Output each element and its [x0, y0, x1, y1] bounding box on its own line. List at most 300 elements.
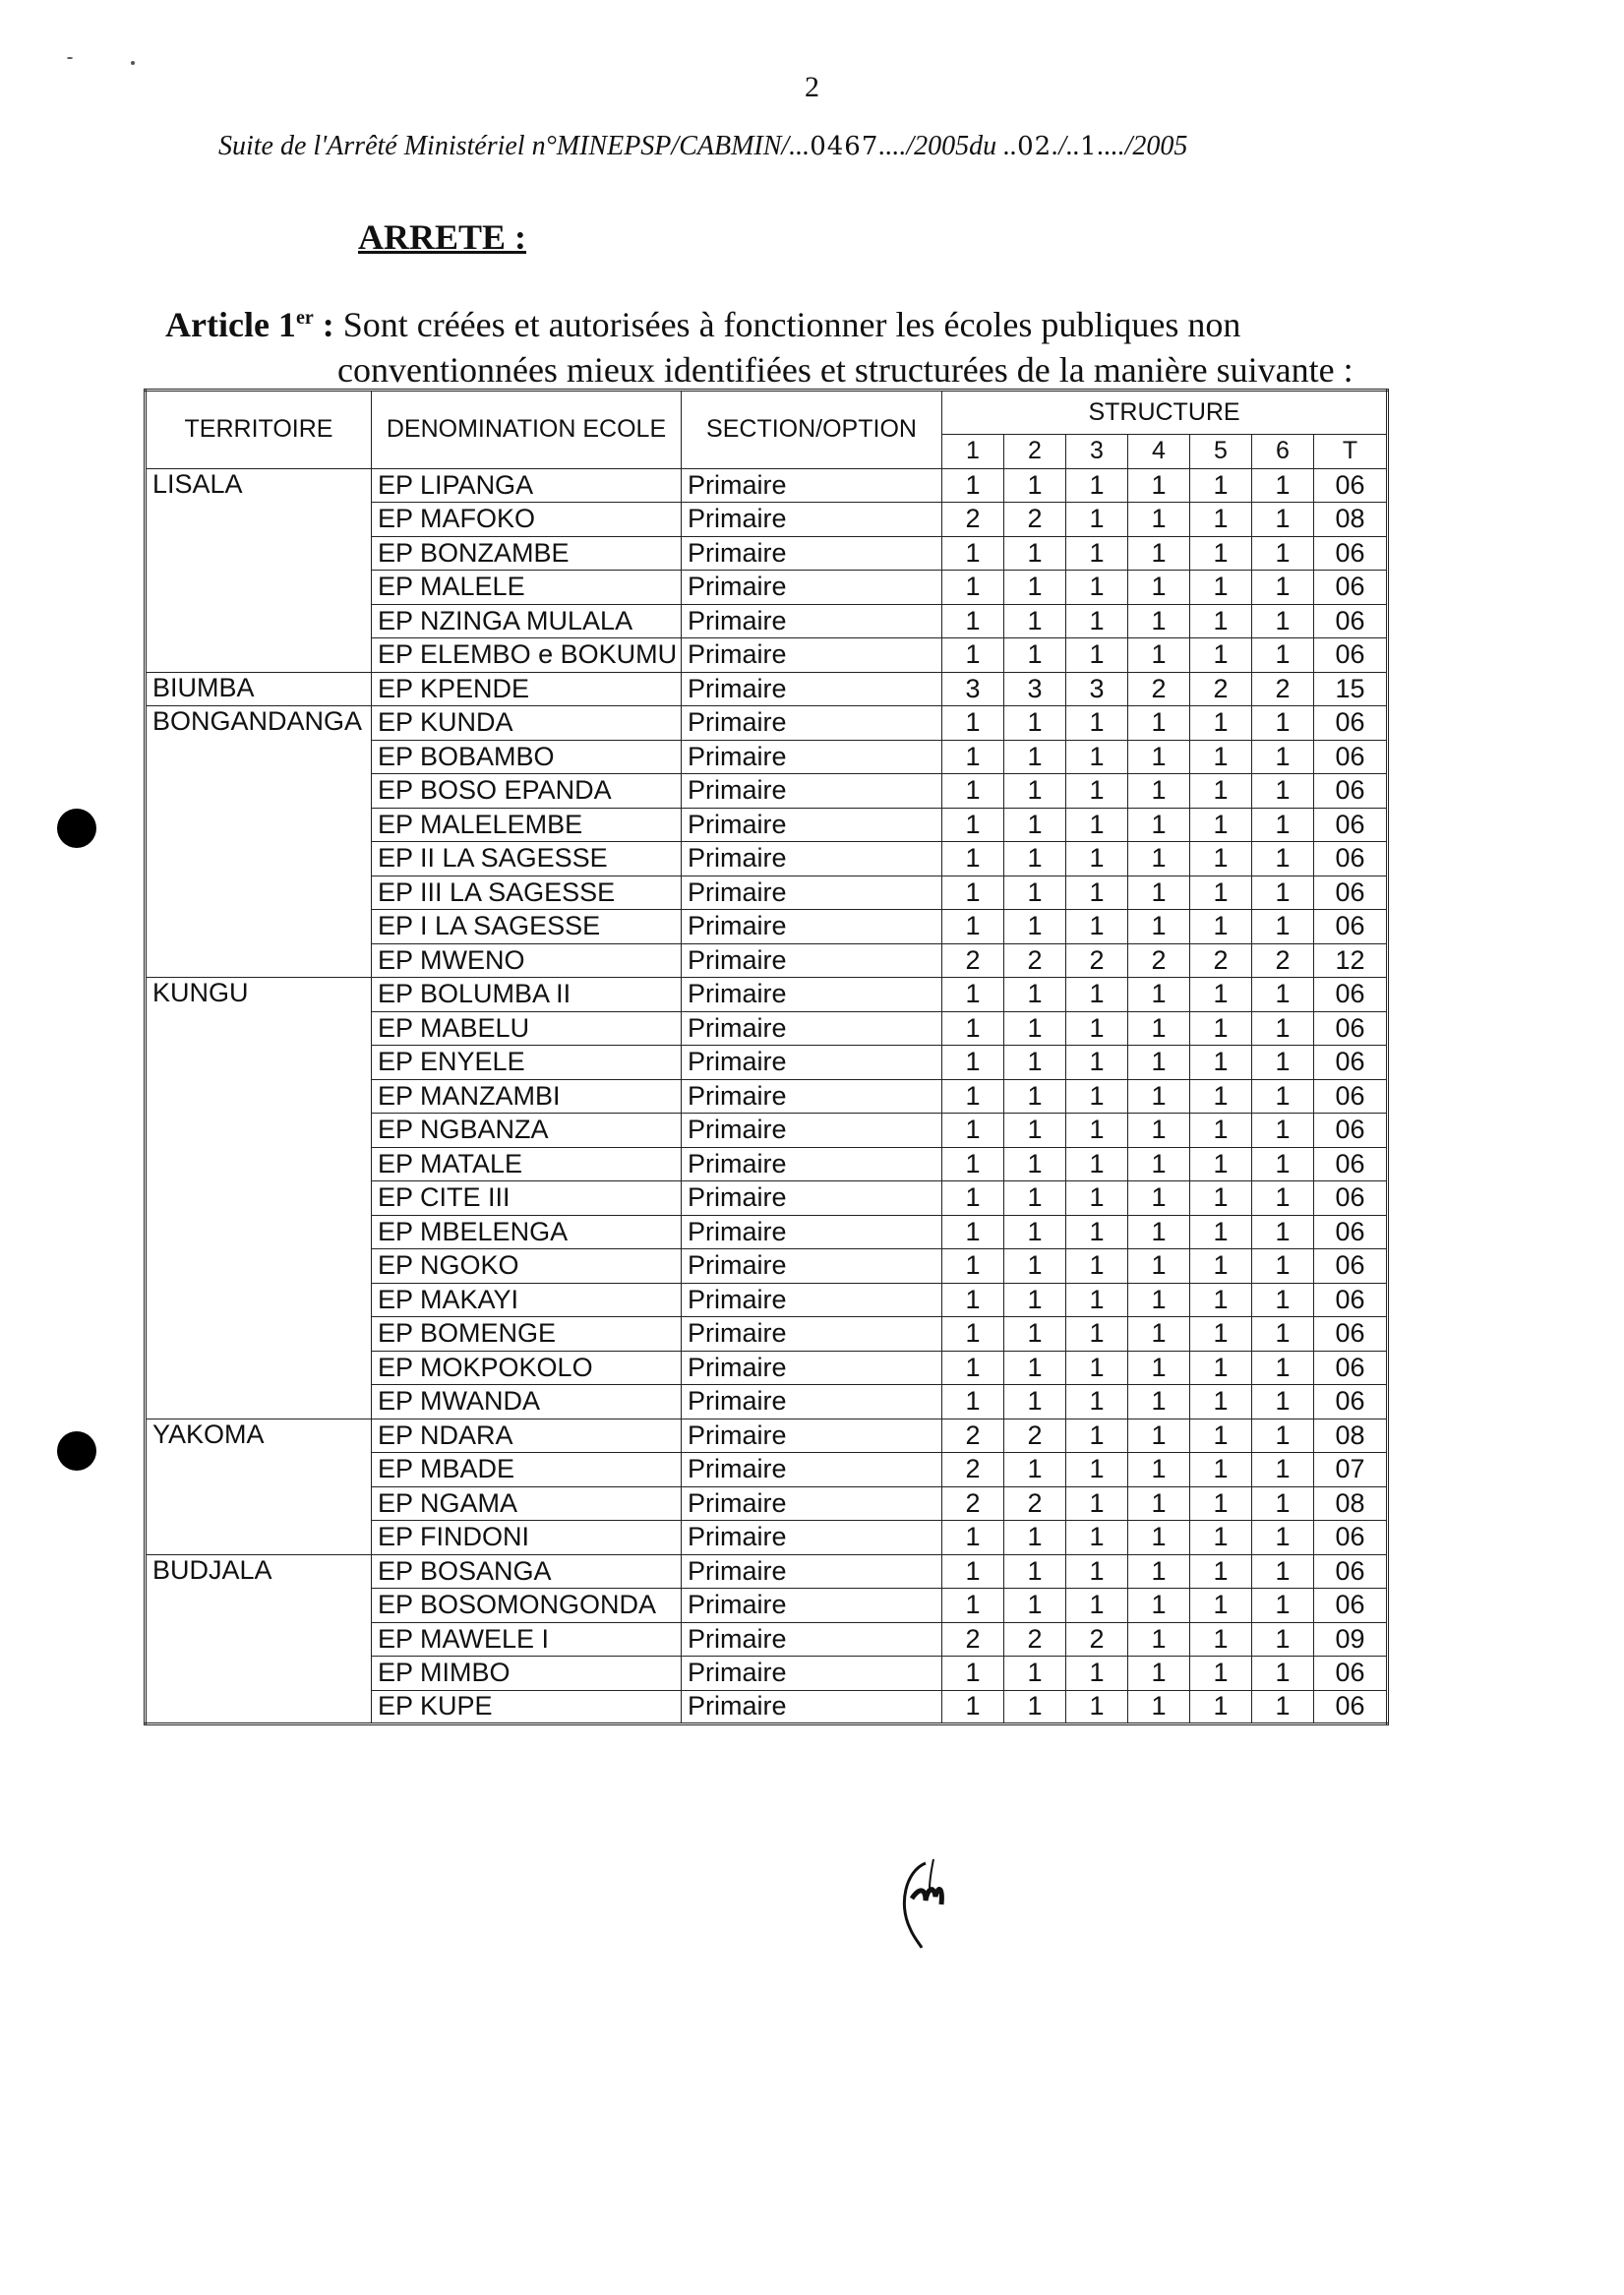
school-name-cell: EP BOBAMBO	[372, 740, 682, 774]
structure-cell: 1	[1128, 774, 1190, 809]
section-cell: Primaire	[682, 910, 942, 944]
territoire-cell: BONGANDANGA	[146, 706, 372, 978]
structure-total-cell: 06	[1314, 1215, 1388, 1249]
structure-cell: 1	[1190, 536, 1252, 571]
school-name-cell: EP MOKPOKOLO	[372, 1351, 682, 1385]
school-name-cell: EP FINDONI	[372, 1521, 682, 1555]
punch-hole	[57, 1431, 96, 1471]
article-1	[165, 295, 1488, 393]
structure-cell: 1	[1128, 1385, 1190, 1419]
structure-cell: 1	[1190, 740, 1252, 774]
school-name-cell: EP KUPE	[372, 1690, 682, 1724]
structure-cell: 1	[1190, 1453, 1252, 1487]
structure-cell: 1	[1128, 1181, 1190, 1216]
structure-cell: 1	[1252, 1657, 1314, 1691]
section-cell: Primaire	[682, 638, 942, 673]
structure-cell: 1	[1066, 740, 1128, 774]
structure-cell: 1	[1066, 1385, 1128, 1419]
structure-cell: 2	[1004, 1486, 1066, 1521]
structure-cell: 2	[1128, 943, 1190, 978]
structure-cell: 1	[942, 468, 1004, 503]
structure-cell: 1	[1190, 1486, 1252, 1521]
structure-cell: 1	[1004, 638, 1066, 673]
structure-cell: 1	[1252, 842, 1314, 876]
section-cell: Primaire	[682, 740, 942, 774]
structure-cell: 1	[1190, 503, 1252, 537]
structure-cell: 3	[1004, 672, 1066, 706]
school-name-cell: EP LIPANGA	[372, 468, 682, 503]
structure-cell: 1	[942, 1317, 1004, 1352]
article-line-1	[165, 295, 1488, 347]
structure-cell: 1	[1128, 1657, 1190, 1691]
structure-cell: 1	[1066, 1147, 1128, 1181]
structure-cell: 2	[942, 1486, 1004, 1521]
section-cell: Primaire	[682, 468, 942, 503]
structure-cell: 1	[1128, 1317, 1190, 1352]
structure-cell: 1	[942, 1147, 1004, 1181]
structure-cell: 1	[1252, 1181, 1314, 1216]
structure-cell: 1	[942, 1385, 1004, 1419]
structure-cell: 1	[1066, 842, 1128, 876]
school-name-cell: EP MAFOKO	[372, 503, 682, 537]
section-cell: Primaire	[682, 1622, 942, 1657]
structure-total-cell: 06	[1314, 774, 1388, 809]
structure-cell: 1	[1190, 1249, 1252, 1284]
structure-cell: 1	[942, 604, 1004, 638]
structure-cell: 1	[1128, 1521, 1190, 1555]
structure-cell: 1	[1252, 1011, 1314, 1046]
structure-cell: 1	[942, 1215, 1004, 1249]
structure-cell: 2	[1066, 943, 1128, 978]
structure-cell: 1	[1252, 1554, 1314, 1589]
structure-cell: 1	[1128, 1079, 1190, 1114]
scan-speck	[67, 57, 73, 59]
table-row	[146, 706, 1388, 741]
school-name-cell: EP BOSANGA	[372, 1554, 682, 1589]
school-name-cell: EP MAKAYI	[372, 1283, 682, 1317]
structure-total-cell: 06	[1314, 910, 1388, 944]
section-cell: Primaire	[682, 1690, 942, 1724]
header-denomination: DENOMINATION ECOLE	[372, 391, 682, 469]
structure-cell: 1	[1190, 1215, 1252, 1249]
structure-cell: 1	[942, 808, 1004, 842]
structure-cell: 1	[1066, 876, 1128, 910]
signature-mark	[890, 1849, 979, 1958]
structure-cell: 1	[942, 1114, 1004, 1148]
structure-cell: 1	[1004, 1554, 1066, 1589]
section-cell: Primaire	[682, 1011, 942, 1046]
decree-prefix: Suite de l'Arrêté Ministériel n°MINEPSP/CABMIN/...	[218, 131, 811, 161]
structure-cell: 1	[942, 706, 1004, 741]
structure-total-cell: 06	[1314, 1079, 1388, 1114]
structure-cell: 1	[1128, 1147, 1190, 1181]
structure-cell: 1	[1252, 1385, 1314, 1419]
structure-cell: 1	[1252, 808, 1314, 842]
structure-cell: 1	[1190, 842, 1252, 876]
section-cell: Primaire	[682, 1419, 942, 1453]
structure-cell: 1	[1190, 774, 1252, 809]
structure-cell: 1	[1252, 1419, 1314, 1453]
structure-total-cell: 06	[1314, 1385, 1388, 1419]
structure-cell: 1	[1252, 536, 1314, 571]
section-cell: Primaire	[682, 1215, 942, 1249]
structure-cell: 1	[1066, 536, 1128, 571]
structure-total-cell: 06	[1314, 1181, 1388, 1216]
structure-cell: 1	[1252, 1521, 1314, 1555]
structure-cell: 1	[1128, 1351, 1190, 1385]
structure-cell: 1	[1190, 1690, 1252, 1724]
structure-cell: 1	[1004, 1317, 1066, 1352]
structure-cell: 1	[942, 1249, 1004, 1284]
table-row	[146, 672, 1388, 706]
structure-total-cell: 06	[1314, 1521, 1388, 1555]
structure-cell: 1	[1066, 503, 1128, 537]
structure-cell: 1	[1252, 1351, 1314, 1385]
structure-cell: 1	[1004, 1147, 1066, 1181]
structure-total-cell: 06	[1314, 876, 1388, 910]
structure-cell: 1	[1190, 706, 1252, 741]
section-cell: Primaire	[682, 978, 942, 1012]
structure-cell: 1	[1252, 1690, 1314, 1724]
structure-cell: 2	[1190, 943, 1252, 978]
structure-cell: 2	[1252, 943, 1314, 978]
structure-cell: 1	[1004, 1351, 1066, 1385]
structure-cell: 1	[1004, 536, 1066, 571]
structure-cell: 1	[1190, 638, 1252, 673]
header-structure: STRUCTURE	[942, 391, 1388, 435]
structure-cell: 1	[1066, 1657, 1128, 1691]
structure-cell: 1	[1252, 1147, 1314, 1181]
structure-cell: 1	[942, 1046, 1004, 1080]
structure-cell: 1	[942, 842, 1004, 876]
structure-cell: 1	[1190, 1521, 1252, 1555]
structure-cell: 1	[1128, 1453, 1190, 1487]
structure-cell: 1	[1190, 1011, 1252, 1046]
structure-cell: 1	[1252, 1046, 1314, 1080]
school-name-cell: EP NZINGA MULALA	[372, 604, 682, 638]
structure-cell: 1	[1252, 1453, 1314, 1487]
structure-cell: 1	[942, 1589, 1004, 1623]
section-cell: Primaire	[682, 706, 942, 741]
school-name-cell: EP KUNDA	[372, 706, 682, 741]
structure-cell: 1	[1190, 808, 1252, 842]
section-cell: Primaire	[682, 842, 942, 876]
structure-total-cell: 06	[1314, 1046, 1388, 1080]
section-cell: Primaire	[682, 1385, 942, 1419]
school-name-cell: EP MBADE	[372, 1453, 682, 1487]
structure-cell: 1	[1252, 1622, 1314, 1657]
school-name-cell: EP KPENDE	[372, 672, 682, 706]
structure-cell: 1	[1190, 1079, 1252, 1114]
school-name-cell: EP I LA SAGESSE	[372, 910, 682, 944]
table-row	[146, 468, 1388, 503]
section-cell: Primaire	[682, 503, 942, 537]
structure-cell: 2	[1004, 503, 1066, 537]
structure-total-cell: 06	[1314, 604, 1388, 638]
structure-cell: 1	[1066, 1011, 1128, 1046]
structure-cell: 1	[1004, 978, 1066, 1012]
structure-cell: 1	[1066, 1046, 1128, 1080]
structure-cell: 2	[942, 1453, 1004, 1487]
structure-cell: 1	[1128, 1249, 1190, 1284]
structure-cell: 1	[1004, 468, 1066, 503]
schools-table	[144, 389, 1389, 1725]
section-cell: Primaire	[682, 1181, 942, 1216]
header-section: SECTION/OPTION	[682, 391, 942, 469]
structure-cell: 1	[1004, 910, 1066, 944]
structure-cell: 1	[1190, 1317, 1252, 1352]
structure-cell: 1	[1066, 1419, 1128, 1453]
structure-cell: 1	[1128, 740, 1190, 774]
school-name-cell: EP MBELENGA	[372, 1215, 682, 1249]
territoire-cell: BUDJALA	[146, 1554, 372, 1724]
section-cell: Primaire	[682, 1589, 942, 1623]
structure-cell: 1	[1004, 740, 1066, 774]
header-territoire: TERRITOIRE	[146, 391, 372, 469]
section-cell: Primaire	[682, 1283, 942, 1317]
structure-total-cell: 06	[1314, 1657, 1388, 1691]
section-cell: Primaire	[682, 536, 942, 571]
structure-cell: 2	[942, 1622, 1004, 1657]
structure-total-cell: 06	[1314, 638, 1388, 673]
school-name-cell: EP MWANDA	[372, 1385, 682, 1419]
structure-cell: 1	[1066, 1079, 1128, 1114]
school-name-cell: EP III LA SAGESSE	[372, 876, 682, 910]
header-col-3: 3	[1066, 435, 1128, 469]
structure-cell: 1	[1252, 1249, 1314, 1284]
structure-cell: 1	[1066, 774, 1128, 809]
territoire-cell: BIUMBA	[146, 672, 372, 706]
structure-cell: 1	[1128, 536, 1190, 571]
header-col-1: 1	[942, 435, 1004, 469]
structure-cell: 1	[1128, 1419, 1190, 1453]
school-name-cell: EP MALELEMBE	[372, 808, 682, 842]
structure-cell: 1	[942, 1011, 1004, 1046]
school-name-cell: EP MAWELE I	[372, 1622, 682, 1657]
structure-cell: 1	[1066, 1249, 1128, 1284]
structure-cell: 1	[942, 1351, 1004, 1385]
structure-total-cell: 06	[1314, 740, 1388, 774]
structure-cell: 1	[1004, 842, 1066, 876]
structure-cell: 1	[1066, 638, 1128, 673]
school-name-cell: EP MWENO	[372, 943, 682, 978]
structure-cell: 1	[1252, 571, 1314, 605]
structure-cell: 1	[1128, 706, 1190, 741]
structure-cell: 1	[1252, 1114, 1314, 1148]
structure-cell: 1	[1004, 1385, 1066, 1419]
structure-cell: 1	[942, 1283, 1004, 1317]
structure-cell: 1	[1004, 1589, 1066, 1623]
structure-cell: 1	[1128, 1690, 1190, 1724]
structure-cell: 1	[1190, 1181, 1252, 1216]
structure-cell: 2	[1004, 1622, 1066, 1657]
structure-total-cell: 08	[1314, 1486, 1388, 1521]
structure-cell: 1	[1004, 1114, 1066, 1148]
structure-cell: 1	[942, 1181, 1004, 1216]
structure-cell: 1	[1252, 774, 1314, 809]
structure-total-cell: 07	[1314, 1453, 1388, 1487]
structure-cell: 1	[1252, 706, 1314, 741]
structure-cell: 1	[942, 978, 1004, 1012]
structure-cell: 1	[942, 1657, 1004, 1691]
section-cell: Primaire	[682, 1249, 942, 1284]
structure-cell: 1	[1004, 1657, 1066, 1691]
structure-cell: 1	[1128, 638, 1190, 673]
school-name-cell: EP MANZAMBI	[372, 1079, 682, 1114]
structure-cell: 1	[1004, 808, 1066, 842]
structure-cell: 2	[1004, 1419, 1066, 1453]
structure-total-cell: 06	[1314, 842, 1388, 876]
structure-cell: 1	[1066, 808, 1128, 842]
structure-cell: 1	[1004, 876, 1066, 910]
structure-cell: 1	[942, 910, 1004, 944]
structure-cell: 1	[1190, 1114, 1252, 1148]
school-name-cell: EP MABELU	[372, 1011, 682, 1046]
school-name-cell: EP BOMENGE	[372, 1317, 682, 1352]
structure-cell: 1	[1066, 468, 1128, 503]
structure-cell: 1	[1190, 468, 1252, 503]
section-cell: Primaire	[682, 943, 942, 978]
structure-cell: 1	[1128, 1215, 1190, 1249]
structure-cell: 1	[1066, 1554, 1128, 1589]
structure-cell: 1	[1252, 910, 1314, 944]
structure-cell: 1	[1252, 503, 1314, 537]
section-cell: Primaire	[682, 876, 942, 910]
school-name-cell: EP NGBANZA	[372, 1114, 682, 1148]
structure-cell: 1	[1128, 978, 1190, 1012]
structure-cell: 1	[1252, 1589, 1314, 1623]
school-name-cell: EP NGAMA	[372, 1486, 682, 1521]
structure-cell: 1	[942, 1079, 1004, 1114]
structure-cell: 1	[942, 536, 1004, 571]
handwritten-decree-number: 0467	[810, 132, 879, 161]
school-name-cell: EP BOSOMONGONDA	[372, 1589, 682, 1623]
structure-cell: 1	[1128, 468, 1190, 503]
structure-cell: 1	[1128, 1622, 1190, 1657]
structure-cell: 1	[1190, 1147, 1252, 1181]
structure-cell: 1	[1190, 1419, 1252, 1453]
decree-year: ..../2005	[1097, 131, 1188, 161]
structure-total-cell: 08	[1314, 1419, 1388, 1453]
structure-cell: 1	[1190, 571, 1252, 605]
structure-cell: 1	[1128, 571, 1190, 605]
structure-cell: 1	[1004, 1215, 1066, 1249]
structure-cell: 1	[1252, 1317, 1314, 1352]
structure-cell: 1	[1066, 604, 1128, 638]
structure-cell: 1	[1190, 910, 1252, 944]
structure-cell: 1	[1252, 1486, 1314, 1521]
structure-cell: 1	[1252, 978, 1314, 1012]
structure-total-cell: 06	[1314, 706, 1388, 741]
structure-cell: 1	[1128, 910, 1190, 944]
structure-cell: 1	[1066, 1486, 1128, 1521]
structure-cell: 1	[1252, 1215, 1314, 1249]
structure-cell: 1	[942, 638, 1004, 673]
scan-speck	[131, 61, 135, 65]
structure-cell: 1	[1128, 876, 1190, 910]
structure-cell: 2	[1190, 672, 1252, 706]
structure-cell: 1	[1066, 1215, 1128, 1249]
section-cell: Primaire	[682, 571, 942, 605]
structure-cell: 1	[1190, 604, 1252, 638]
structure-cell: 1	[942, 571, 1004, 605]
school-name-cell: EP MATALE	[372, 1147, 682, 1181]
article-lead: Article 1er :	[165, 305, 334, 344]
structure-cell: 1	[1066, 1453, 1128, 1487]
arrete-title: ARRETE :	[358, 217, 527, 257]
structure-cell: 2	[1066, 1622, 1128, 1657]
section-cell: Primaire	[682, 1317, 942, 1352]
school-name-cell: EP MIMBO	[372, 1657, 682, 1691]
structure-cell: 1	[942, 740, 1004, 774]
structure-cell: 1	[1252, 468, 1314, 503]
structure-cell: 1	[1004, 604, 1066, 638]
structure-cell: 1	[1128, 503, 1190, 537]
table-row	[146, 978, 1388, 1012]
structure-cell: 1	[1128, 1046, 1190, 1080]
header-col-2: 2	[1004, 435, 1066, 469]
structure-cell: 1	[1004, 1079, 1066, 1114]
structure-total-cell: 06	[1314, 1249, 1388, 1284]
section-cell: Primaire	[682, 604, 942, 638]
section-cell: Primaire	[682, 1046, 942, 1080]
section-cell: Primaire	[682, 1657, 942, 1691]
structure-cell: 1	[1252, 1283, 1314, 1317]
section-cell: Primaire	[682, 808, 942, 842]
header-col-4: 4	[1128, 435, 1190, 469]
structure-cell: 1	[1066, 1181, 1128, 1216]
structure-cell: 1	[1066, 910, 1128, 944]
structure-cell: 1	[1128, 1486, 1190, 1521]
structure-total-cell: 06	[1314, 1690, 1388, 1724]
structure-cell: 1	[1066, 1114, 1128, 1148]
handwritten-month: 1	[1080, 132, 1098, 161]
structure-cell: 1	[942, 1521, 1004, 1555]
territoire-cell: KUNGU	[146, 978, 372, 1419]
structure-cell: 1	[1190, 1622, 1252, 1657]
decree-middle: ..../2005du ..	[878, 131, 1018, 161]
structure-cell: 1	[1004, 1521, 1066, 1555]
territoire-cell: LISALA	[146, 468, 372, 672]
structure-cell: 1	[1128, 1114, 1190, 1148]
structure-cell: 1	[1004, 571, 1066, 605]
structure-total-cell: 06	[1314, 1589, 1388, 1623]
structure-cell: 1	[1004, 1453, 1066, 1487]
structure-cell: 1	[1190, 1657, 1252, 1691]
section-cell: Primaire	[682, 1521, 942, 1555]
structure-cell: 1	[1190, 978, 1252, 1012]
school-name-cell: EP BONZAMBE	[372, 536, 682, 571]
territoire-cell: YAKOMA	[146, 1419, 372, 1554]
school-name-cell: EP MALELE	[372, 571, 682, 605]
structure-cell: 1	[1252, 638, 1314, 673]
structure-cell: 1	[1128, 842, 1190, 876]
structure-cell: 1	[1066, 706, 1128, 741]
structure-cell: 3	[1066, 672, 1128, 706]
structure-cell: 1	[1190, 1351, 1252, 1385]
structure-cell: 1	[1128, 1283, 1190, 1317]
structure-cell: 1	[1004, 1011, 1066, 1046]
school-name-cell: EP ELEMBO e BOKUMU	[372, 638, 682, 673]
page-number: 2	[805, 71, 819, 103]
section-cell: Primaire	[682, 1114, 942, 1148]
handwritten-day: 02	[1017, 132, 1053, 161]
article-line-2: conventionnées mieux identifiées et structurées de la manière suivante :	[337, 350, 1353, 390]
school-name-cell: EP NGOKO	[372, 1249, 682, 1284]
structure-cell: 1	[1004, 706, 1066, 741]
structure-cell: 1	[942, 1554, 1004, 1589]
decree-reference	[218, 131, 1187, 162]
